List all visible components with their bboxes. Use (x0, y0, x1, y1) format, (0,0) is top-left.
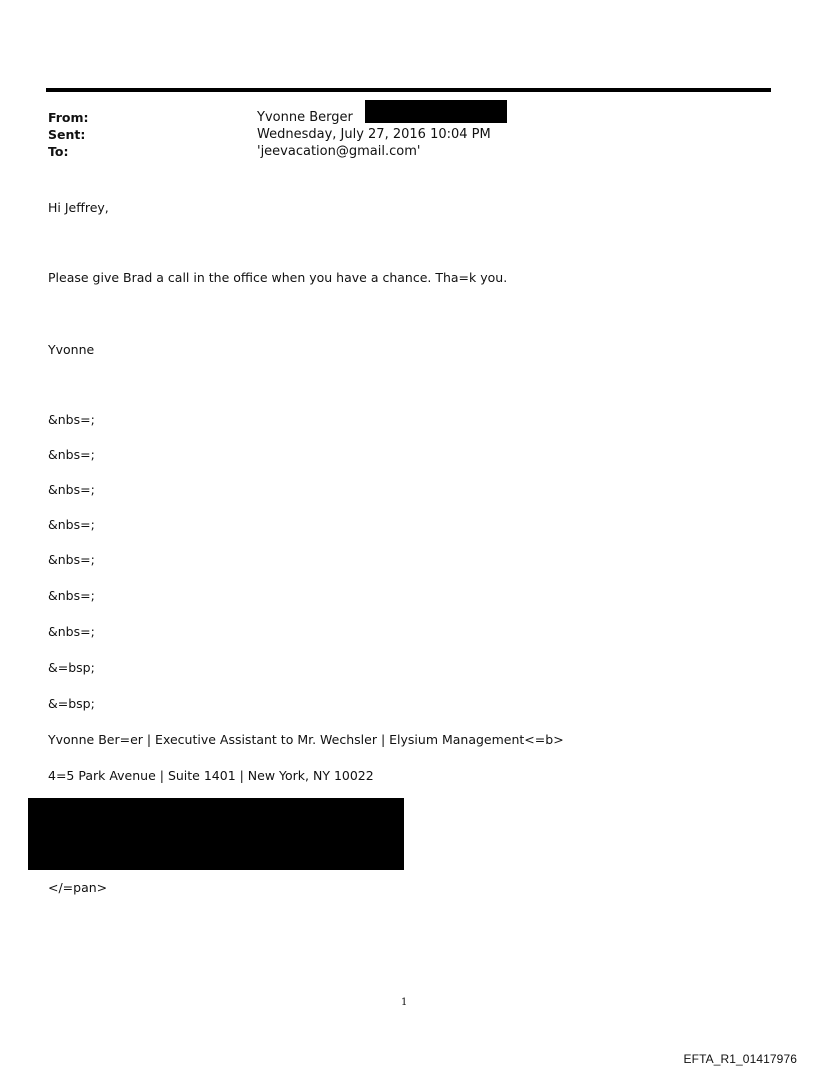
to-row (48, 144, 748, 159)
filler-line: &nbs=; (48, 552, 95, 567)
filler-line: &nbs=; (48, 624, 95, 639)
signature-line-1: Yvonne Ber=er | Executive Assistant to Mr. Wechsler | Elysium Management<=b> (48, 732, 564, 747)
sent-value: Wednesday, July 27, 2016 10:04 PM (257, 127, 491, 142)
trailing-tag: </=pan> (48, 880, 108, 895)
from-value: Yvonne Berger (257, 110, 353, 125)
redacted-email-address (365, 100, 507, 123)
to-label: To: (48, 144, 69, 159)
filler-line: &nbs=; (48, 447, 95, 462)
signoff: Yvonne (48, 342, 95, 357)
signature-line-2: 4=5 Park Avenue | Suite 1401 | New York, NY 10022 (48, 768, 374, 783)
filler-line: &nbs=; (48, 588, 95, 603)
redacted-signature-block (28, 798, 404, 870)
filler-line: &nbs=; (48, 517, 95, 532)
from-label: From: (48, 110, 89, 125)
to-value: 'jeevacation@gmail.com' (257, 144, 421, 159)
page-number: 1 (401, 997, 408, 1008)
sent-label: Sent: (48, 127, 86, 142)
greeting: Hi Jeffrey, (48, 200, 109, 215)
filler-line: &nbs=; (48, 482, 95, 497)
header-rule (46, 88, 771, 92)
sent-row (48, 127, 748, 142)
filler-line: &nbs=; (48, 412, 95, 427)
filler-line: &=bsp; (48, 696, 95, 711)
document-id: EFTA_R1_01417976 (683, 1052, 797, 1066)
message-body: Please give Brad a call in the office when you have a chance. Tha=k you. (48, 270, 508, 285)
from-row (48, 110, 748, 125)
filler-line: &=bsp; (48, 660, 95, 675)
